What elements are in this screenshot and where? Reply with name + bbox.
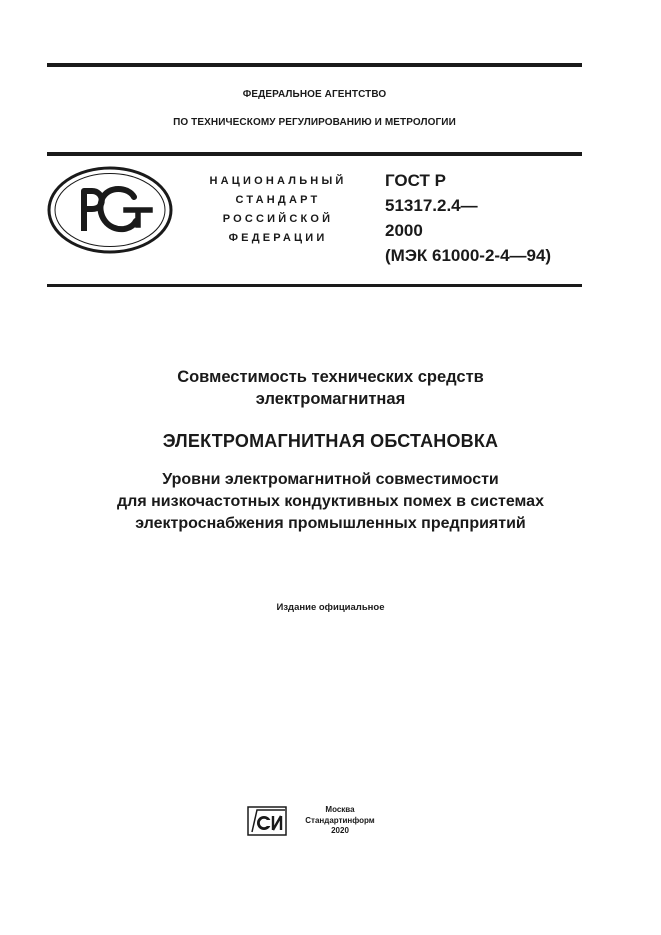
official-edition-label: Издание официальное [276, 602, 385, 613]
gost-line-4: (МЭК 61000-2-4—94) [385, 246, 552, 265]
document-title-general [20, 366, 641, 410]
lower-rule [47, 284, 582, 287]
national-line-1: НАЦИОНАЛЬНЫЙ [209, 175, 347, 187]
gost-designation [385, 168, 585, 268]
publisher-year: 2020 [331, 826, 349, 835]
national-standard-label [190, 172, 366, 248]
gost-emblem-logo [46, 165, 174, 255]
national-line-2: СТАНДАРТ [235, 194, 321, 206]
middle-rule [47, 152, 582, 156]
publisher-city: Москва [325, 805, 355, 814]
gost-line-3: 2000 [385, 221, 423, 240]
document-title-main: ЭЛЕКТРОМАГНИТНАЯ ОБСТАНОВКА [162, 431, 499, 451]
subtitle-line-3: электроснабжения промышленных предприятий [135, 515, 526, 532]
national-line-4: ФЕДЕРАЦИИ [228, 232, 328, 244]
gost-line-2: 51317.2.4— [385, 196, 478, 215]
subtitle-line-2: для низкочастотных кондуктивных помех в системах [117, 493, 544, 510]
national-line-3: РОССИЙСКОЙ [222, 213, 334, 225]
title-line-1: Совместимость технических средств [177, 368, 484, 386]
gost-line-1: ГОСТ Р [385, 171, 446, 190]
standartinform-logo [247, 806, 287, 836]
top-rule [47, 63, 582, 67]
document-subtitle [20, 469, 641, 535]
publisher-info [300, 805, 380, 837]
agency-name-line1: ФЕДЕРАЛЬНОЕ АГЕНТСТВО [242, 89, 387, 100]
title-line-2: электромагнитная [255, 390, 406, 408]
subtitle-line-1: Уровни электромагнитной совместимости [162, 471, 499, 488]
publisher-name: Стандартинформ [305, 815, 375, 825]
agency-name-line2: ПО ТЕХНИЧЕСКОМУ РЕГУЛИРОВАНИЮ И МЕТРОЛОГИИ [173, 117, 456, 128]
